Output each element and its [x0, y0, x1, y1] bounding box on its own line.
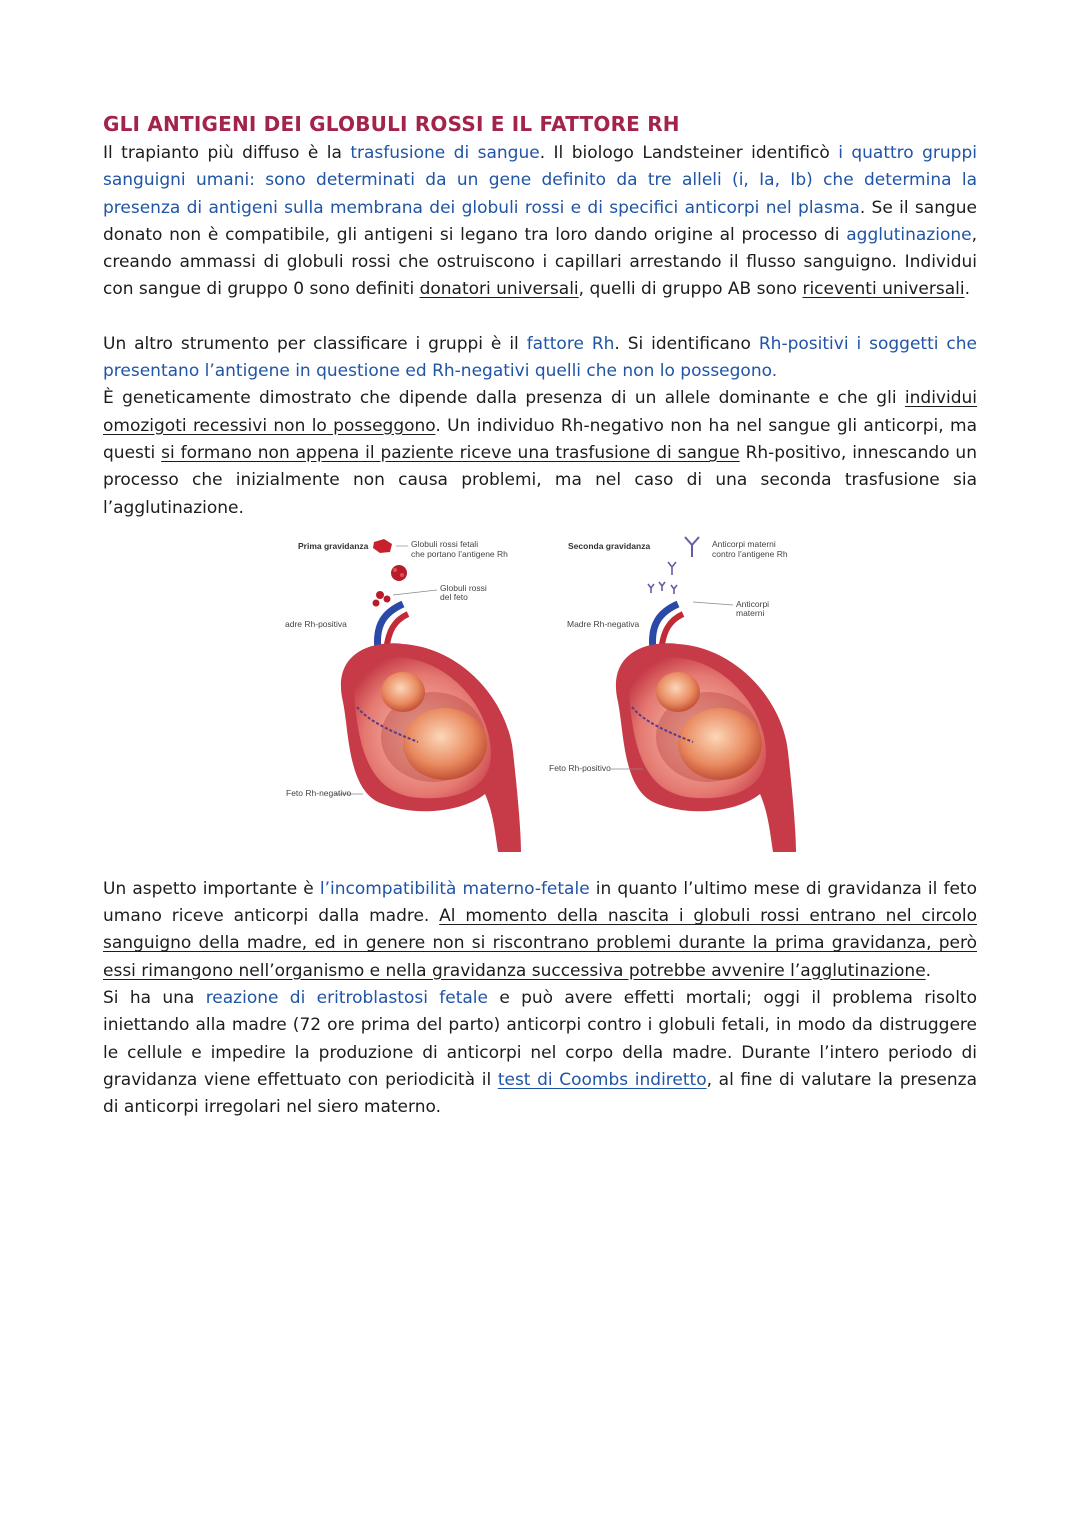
- fetal-red-cells-label-1: Globuli rossi: [440, 582, 487, 593]
- rh-cell-icon: [373, 539, 392, 553]
- underline-birth-cells: Al momento della nascita i globuli rossi entrano nel circolo sanguigno della madre, ed in genere non si riscontrano problemi durante la prima gravidanza, però essi rimangono nell’organismo e nella gravidanza successiva potrebbe avvenire l’agglutinazione: [103, 906, 977, 981]
- maternal-antibodies-label-1: Anticorpi: [736, 598, 770, 609]
- fetal-cells-label-1: Globuli rossi fetali: [411, 538, 479, 549]
- antibody-label-2: contro l’antigene Rh: [712, 548, 788, 559]
- underline-antibody-formation: si formano non appena il paziente riceve una trasfusione di sangue: [161, 442, 740, 463]
- mother-rh-negative-label: Madre Rh-negativa: [567, 618, 640, 629]
- underline-universal-donors: donatori universali: [419, 279, 579, 300]
- text-run: .: [964, 279, 970, 300]
- highlight-transfusion: trasfusione di sangue: [350, 143, 540, 163]
- highlight-rh-factor: fattore Rh: [526, 333, 615, 354]
- paragraph-rh-factor: [103, 331, 977, 522]
- document-page: [103, 110, 977, 1122]
- antibody-icon: [685, 537, 699, 557]
- text-run: Si ha una: [103, 988, 206, 1009]
- paragraph-erythroblastosis: [103, 985, 977, 1121]
- fetus-right: [678, 708, 762, 780]
- second-pregnancy-heading: Seconda gravidanza: [568, 540, 651, 551]
- highlight-rh-definition: Rh-positivi i soggetti che presentano l’antigene in questione ed Rh-negativi quelli che non lo possegono.: [103, 333, 977, 382]
- text-run: . Un individuo Rh-negativo non ha nel sangue gli anticorpi, ma questi: [103, 415, 977, 463]
- text-run: È geneticamente dimostrato che dipende dalla presenza di un allele dominante e che gli: [103, 388, 905, 409]
- first-pregnancy-heading: Prima gravidanza: [298, 540, 369, 551]
- page-title: GLI ANTIGENI DEI GLOBULI ROSSI E IL FATTORE RH: [103, 112, 680, 136]
- antibody-label-1: Anticorpi materni: [712, 538, 776, 549]
- text-run: in quanto l’ultimo mese di gravidanza il feto umano riceve anticorpi dalla madre.: [103, 878, 978, 927]
- mother-rh-positive-label: adre Rh-positiva: [285, 618, 347, 629]
- text-run: . Il biologo Landsteiner identificò: [539, 143, 839, 163]
- fetus-left: [403, 708, 487, 780]
- paragraph-maternal-fetal: [103, 876, 977, 985]
- text-run: .: [925, 960, 932, 981]
- red-cell-icon: [391, 565, 407, 581]
- text-run: Un altro strumento per classificare i gruppi è il: [103, 333, 527, 354]
- text-run: , quelli di gruppo AB sono: [578, 279, 803, 300]
- text-run: Il trapianto più diffuso è la: [103, 143, 351, 163]
- text-run: . Se il sangue donato non è compatibile, gli antigeni si legano tra loro dando origine al processo di: [103, 197, 977, 245]
- text-run: Un aspetto importante è: [103, 878, 320, 899]
- fetus-rh-negative-label: Feto Rh-negativo: [286, 787, 352, 798]
- text-run: Rh-positivo, innescando un processo che inizialmente non causa problemi, ma nel caso di una seconda trasfusione sia l’agglutinazione.: [103, 442, 977, 518]
- underline-recessive: individui omozigoti recessivi non lo posseggono: [103, 388, 977, 436]
- highlight-blood-groups: i quattro gruppi sanguigni umani: sono determinati da un gene definito da tre alleli (i, Ia, Ib) che determina la presenza di antigeni sulla membrana dei globuli rossi e di specifici anticorpi nel plasma: [103, 143, 977, 218]
- fetal-red-cells-label-2: del feto: [440, 591, 468, 602]
- rh-pregnancy-figure: [103, 532, 977, 852]
- text-run: , al fine di valutare la presenza di anticorpi irregolari nel siero materno.: [103, 1069, 977, 1118]
- underline-universal-recipients: riceventi universali: [802, 279, 965, 300]
- second-pregnancy-panel: [549, 537, 796, 852]
- highlight-agglutination: agglutinazione: [846, 224, 972, 245]
- text-run: e può avere effetti mortali; oggi il problema risolto iniettando alla madre (72 ore prima del parto) anticorpi contro i globuli fetali, in modo da distruggere le cellule e impedire la produzione di anticorpi nel corpo della madre. Durante l’intero periodo di gravidanza viene effettuato con periodicità il: [103, 988, 977, 1090]
- maternal-antibodies-label-2: materni: [736, 607, 765, 618]
- first-pregnancy-panel: [285, 539, 521, 852]
- text-run: . Si identificano: [614, 333, 759, 354]
- highlight-coombs-test: test di Coombs indiretto: [497, 1069, 707, 1090]
- paragraph-blood-groups: [103, 140, 977, 304]
- pregnancy-illustration: [103, 532, 977, 852]
- highlight-erythroblastosis: reazione di eritroblastosi fetale: [205, 988, 488, 1009]
- text-run: , creando ammassi di globuli rossi che ostruiscono i capillari arrestando il flusso sanguigno. Individui con sangue di gruppo 0 sono definiti: [103, 224, 977, 300]
- highlight-incompatibility: l’incompatibilità materno-fetale: [319, 878, 590, 899]
- fetus-rh-positive-label: Feto Rh-positivo: [549, 762, 611, 773]
- fetal-cells-label-2: che portano l’antigene Rh: [411, 548, 508, 559]
